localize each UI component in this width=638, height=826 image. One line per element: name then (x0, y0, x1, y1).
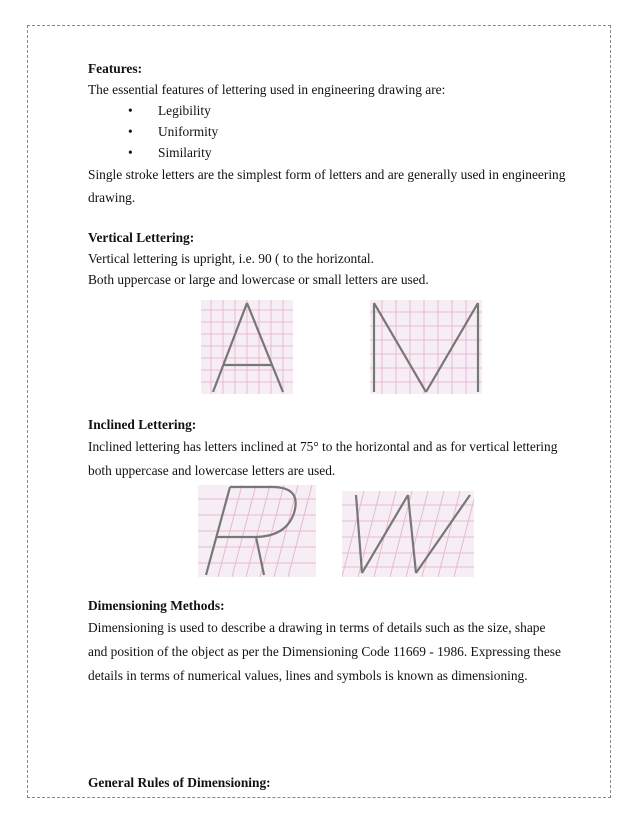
features-intro: The essential features of lettering used in engineering drawing are: (88, 82, 446, 97)
inclined-letter-r-figure (198, 485, 316, 577)
inclined-heading: Inclined Lettering: (88, 417, 197, 432)
single-stroke-text: Single stroke letters are the simplest form of letters and are generally used in engineering drawing. (88, 167, 566, 205)
features-heading: Features: (88, 61, 143, 76)
list-item: • Uniformity (128, 121, 568, 142)
inclined-letter-w-figure (342, 491, 474, 577)
bullet-icon: • (128, 124, 133, 139)
bullet-icon: • (128, 145, 133, 160)
bullet-icon: • (128, 103, 133, 118)
list-item: • Similarity (128, 142, 568, 163)
inclined-text: Inclined lettering has letters inclined at 75° to the horizontal and as for vertical lettering both uppercase and lowercase letters are used. (88, 439, 558, 478)
vertical-line1: Vertical lettering is upright, i.e. 90 ( to the horizontal. (88, 251, 374, 266)
list-item: • Legibility (128, 100, 568, 121)
vertical-line2: Both uppercase or large and lowercase or small letters are used. (88, 272, 429, 287)
document-body (88, 58, 568, 793)
vertical-letter-a-figure (201, 300, 293, 394)
rules-heading: General Rules of Dimensioning: (88, 775, 271, 790)
dimensioning-heading: Dimensioning Methods: (88, 598, 225, 613)
vertical-heading: Vertical Lettering: (88, 230, 195, 245)
vertical-letter-m-figure (370, 300, 482, 394)
dimensioning-text: Dimensioning is used to describe a drawing in terms of details such as the size, shape and position of the object as per the Dimensioning Code 11669 - 1986. Expressing these details in terms of numerical values, lines and symbols is known as dimensioning. (88, 620, 561, 683)
features-list (88, 100, 568, 163)
